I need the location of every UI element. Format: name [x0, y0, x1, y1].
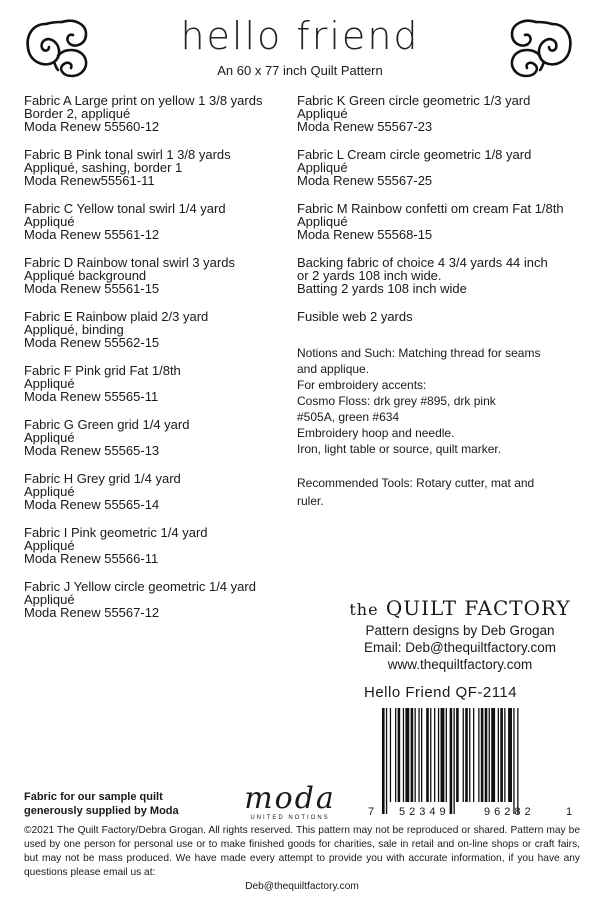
fabric-e	[24, 310, 294, 349]
barcode-bar	[478, 708, 479, 802]
recommended-tools	[297, 473, 587, 509]
fabric-line: Appliqué	[297, 214, 348, 229]
barcode-digit-first: 7	[368, 806, 375, 818]
barcode-bar	[398, 708, 401, 802]
moda-subtitle: UNITED NOTIONS	[250, 815, 330, 821]
barcode-bar	[450, 708, 453, 814]
barcode-bar	[415, 708, 416, 802]
tools-line: ruler.	[297, 494, 324, 508]
barcode-bar	[403, 708, 404, 802]
barcode-group-left: 52349	[399, 806, 450, 818]
barcode-bar	[454, 708, 455, 814]
fabric-line: Appliqué	[297, 106, 348, 121]
notions	[297, 345, 587, 457]
sample-note-line: generously supplied by Moda	[24, 805, 179, 817]
notions-line: Notions and Such: Matching thread for seams	[297, 346, 541, 360]
barcode-bar	[430, 708, 431, 802]
barcode-bar	[463, 708, 464, 802]
fabric-line: Fabric I Pink geometric 1/4 yard	[24, 525, 208, 540]
fabric-i	[24, 526, 294, 565]
copyright-notice	[24, 824, 580, 894]
moda-logo	[220, 781, 360, 822]
fabric-line: Border 2, appliqué	[24, 106, 131, 121]
tools-line: Recommended Tools: Rotary cutter, mat and	[297, 476, 535, 490]
fabric-line: Fabric L Cream circle geometric 1/8 yard	[297, 147, 532, 162]
fabric-line: Fabric G Green grid 1/4 yard	[24, 417, 190, 432]
pattern-id: Hello Friend QF-2114	[364, 684, 518, 701]
fabric-line: Appliqué, binding	[24, 322, 124, 337]
fabric-line: Batting 2 yards 108 inch wide	[297, 281, 467, 296]
fabric-line: Appliqué background	[24, 268, 147, 283]
brand-email: Email: Deb@thequiltfactory.com	[363, 640, 557, 655]
fabric-line: Fusible web 2 yards	[297, 309, 413, 324]
fabric-line: Fabric B Pink tonal swirl 1 3/8 yards	[24, 147, 231, 162]
brand-website: www.thequiltfactory.com	[387, 657, 533, 672]
copyright-email: Deb@thequiltfactory.com	[245, 881, 359, 892]
sample-note	[24, 790, 179, 818]
notions-line: #505A, green #634	[297, 410, 400, 424]
fabric-line: Fabric E Rainbow plaid 2/3 yard	[24, 309, 209, 324]
fabric-line: Fabric H Grey grid 1/4 yard	[24, 471, 181, 486]
notions-line: Embroidery hoop and needle.	[297, 426, 455, 440]
barcode-bar	[426, 708, 429, 802]
barcode-bar	[456, 708, 459, 802]
fabric-l	[297, 148, 587, 187]
fabric-c	[24, 202, 294, 241]
fabric-line: Moda Renew 55560-12	[24, 119, 160, 134]
barcode-bar	[481, 708, 484, 802]
fabric-m	[297, 202, 587, 241]
fabric-d	[24, 256, 294, 295]
copyright-text: ©2021 The Quilt Factory/Debra Grogan. All rights reserved. This pattern may not be reproduced or shared. Pattern may be used by one person for personal use or to make finished goods for charities, sale in retail and on-line shops or craft fairs, but may not be mass produced. We have made every attempt to provide you with accurate information, if you have any questions please email us at:	[24, 825, 580, 878]
barcode-bar	[441, 708, 445, 802]
notions-line: Cosmo Floss: drk grey #895, drk pink	[297, 394, 496, 408]
barcode-bar	[491, 708, 495, 802]
fabric-list-left	[24, 94, 294, 634]
barcode-bar	[418, 708, 419, 802]
notions-line: For embroidery accents:	[297, 378, 427, 392]
fabric-f	[24, 364, 294, 403]
fabric-h	[24, 472, 294, 511]
pattern-subtitle: An 60 x 77 inch Quilt Pattern	[217, 63, 383, 78]
fabric-line: Fabric M Rainbow confetti om cream Fat 1/8th	[297, 201, 564, 216]
fabric-line: Moda Renew 55567-25	[297, 173, 433, 188]
barcode-bar	[382, 708, 385, 814]
fabric-line: Moda Renew 55565-14	[24, 497, 160, 512]
barcode-bar	[390, 708, 391, 802]
fabric-line: Appliqué	[24, 484, 75, 499]
barcode-bar	[508, 708, 512, 802]
barcode-bar	[438, 708, 439, 802]
fabric-line: Moda Renew 55567-12	[24, 605, 160, 620]
moda-wordmark: moda	[244, 781, 336, 816]
fabric-line: Fabric J Yellow circle geometric 1/4 yard	[24, 579, 256, 594]
fabric-line: Appliqué	[24, 592, 75, 607]
barcode	[380, 708, 560, 814]
fabric-line: or 2 yards 108 inch wide.	[297, 268, 442, 283]
fabric-line: Appliqué	[24, 376, 75, 391]
fabric-line: Moda Renew 55562-15	[24, 335, 160, 350]
fabric-g	[24, 418, 294, 457]
barcode-bar	[421, 708, 422, 802]
fabric-line: Moda Renew 55561-12	[24, 227, 160, 242]
quilt-factory-logo	[340, 596, 580, 622]
barcode-bar	[485, 708, 488, 802]
brand-block	[340, 596, 580, 673]
barcode-bar	[386, 708, 387, 814]
barcode-bar	[411, 708, 414, 802]
fabric-line: Appliqué	[24, 538, 75, 553]
barcode-bar	[473, 708, 474, 802]
barcode-bar	[500, 708, 503, 802]
fabric-line: Moda Renew 55565-13	[24, 443, 160, 458]
sample-note-line: Fabric for our sample quilt	[24, 791, 163, 803]
fabric-b	[24, 148, 294, 187]
fabric-line: Fabric K Green circle geometric 1/3 yard	[297, 93, 531, 108]
backing-batting	[297, 256, 587, 295]
fabric-line: Fabric A Large print on yellow 1 3/8 yards	[24, 93, 263, 108]
fabric-line: Appliqué, sashing, border 1	[24, 160, 183, 175]
fabric-k	[297, 94, 587, 133]
fabric-line: Fabric F Pink grid Fat 1/8th	[24, 363, 181, 378]
fabric-line: Moda Renew 55561-15	[24, 281, 160, 296]
fabric-list-right	[297, 94, 587, 524]
fabric-line: Moda Renew 55565-11	[24, 389, 159, 404]
barcode-bar	[434, 708, 435, 802]
brand-tagline: Pattern designs by Deb Grogan	[365, 623, 555, 638]
fabric-line: Appliqué	[297, 160, 348, 175]
barcode-bar	[513, 708, 514, 814]
fabric-line: Appliqué	[24, 430, 75, 445]
barcode-digit-last: 1	[566, 806, 573, 818]
barcode-bar	[465, 708, 468, 802]
fabric-line: Moda Renew 55566-11	[24, 551, 159, 566]
barcode-bar	[498, 708, 499, 802]
barcode-bar	[489, 708, 490, 802]
barcode-bar	[517, 708, 518, 814]
fabric-a	[24, 94, 294, 133]
fusible-web	[297, 310, 587, 323]
notions-line: and applique.	[297, 362, 370, 376]
notions-line: Iron, light table or source, quilt marker.	[297, 442, 502, 456]
fabric-line: Moda Renew55561-11	[24, 173, 155, 188]
fabric-j	[24, 580, 294, 619]
logo-name: QUILT FACTORY	[385, 596, 571, 620]
barcode-bar	[395, 708, 396, 802]
logo-prefix: the	[349, 600, 379, 619]
barcode-bar	[504, 708, 505, 802]
fabric-line: Moda Renew 55568-15	[297, 227, 433, 242]
fabric-line: Moda Renew 55567-23	[297, 119, 433, 134]
barcode-group-right: 96282	[484, 806, 535, 818]
barcode-bar	[469, 708, 470, 802]
fabric-line: Fabric C Yellow tonal swirl 1/4 yard	[24, 201, 226, 216]
fabric-line: Appliqué	[24, 214, 75, 229]
fabric-line: Backing fabric of choice 4 3/4 yards 44 inch	[297, 255, 548, 270]
pattern-title: hello friend	[180, 14, 420, 58]
barcode-bar	[405, 708, 409, 802]
fabric-line: Fabric D Rainbow tonal swirl 3 yards	[24, 255, 235, 270]
barcode-bar	[446, 708, 447, 802]
